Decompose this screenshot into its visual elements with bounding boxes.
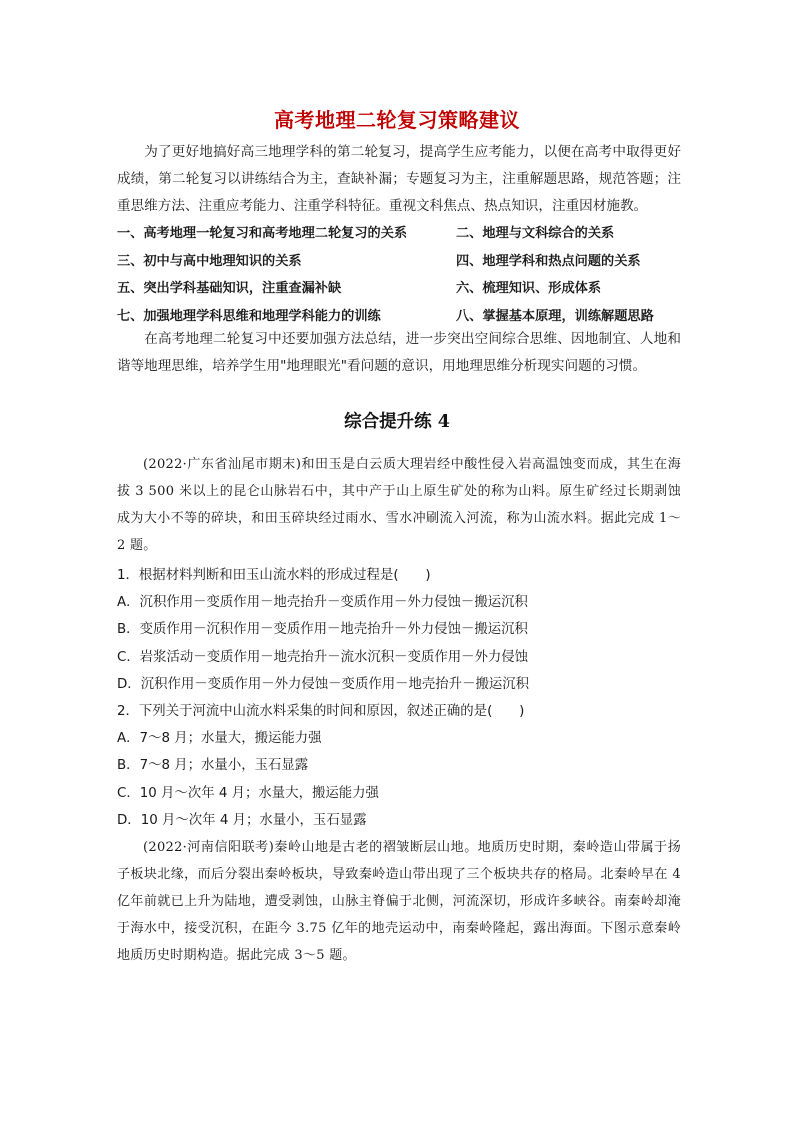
strategy-item: 三、初中与高中地理知识的关系	[117, 253, 302, 269]
question-option: B．7～8 月；水量小，玉石显露	[117, 758, 309, 774]
question-stem-1: 1．根据材料判断和田玉山流水料的形成过程是( )	[117, 568, 431, 583]
question-option: A．7～8 月；水量大，搬运能力强	[117, 731, 322, 747]
question-option: B．变质作用－沉积作用－变质作用－地壳抬升－外力侵蚀－搬运沉积	[117, 622, 528, 638]
section-title: 综合提升练 4	[344, 412, 450, 432]
strategy-row	[117, 218, 681, 246]
question-option: C．岩浆活动－变质作用－地壳抬升－流水沉积－变质作用－外力侵蚀	[117, 649, 529, 665]
question-stem-2: 2．下列关于河流中山流水料采集的时间和原因，叙述正确的是( )	[117, 703, 525, 719]
document-title: 高考地理二轮复习策略建议	[274, 108, 520, 132]
material-paragraph-1: (2022·广东省汕尾市期末)和田玉是白云质大理岩经中酸性侵入岩高温蚀变而成，其生在海拔 3 500 米以上的昆仑山脉岩石中，其中产于山上原生矿处的称为山料。原生矿经过长期剥蚀成为大小不等的碎块，和田玉碎块经过雨水、雪水冲刷流入河流，称为山流水料。据此完成 1～2 题。	[117, 457, 681, 553]
material-paragraph-2: (2022·河南信阳联考)秦岭山地是古老的褶皱断层山地。地质历史时期，秦岭造山带属于扬子板块北缘，而后分裂出秦岭板块，导致秦岭造山带出现了三个板块共存的格局。北秦岭早在 4 亿年前就已上升为陆地，遭受剥蚀，山脉主脊偏于北侧，河流深切，形成许多峡谷。南秦岭却淹于海水中，接受沉积，在距今 3.75 亿年的地壳运动中，南秦岭隆起，露出海面。下图示意秦岭地质历史时期构造。据此完成 3～5 题。	[117, 840, 681, 963]
strategy-item: 二、地理与文科综合的关系	[456, 226, 615, 242]
question-option: C．10 月～次年 4 月；水量大，搬运能力强	[117, 785, 379, 801]
question-option: A．沉积作用－变质作用－地壳抬升－变质作用－外力侵蚀－搬运沉积	[117, 595, 528, 611]
question-option: D．沉积作用－变质作用－外力侵蚀－变质作用－地壳抬升－搬运沉积	[117, 676, 530, 692]
question-block	[117, 562, 681, 834]
strategy-item: 八、掌握基本原理，训练解题思路	[456, 308, 654, 324]
outro-paragraph: 在高考地理二轮复习中还要加强方法总结，进一步突出空间综合思维、因地制宜、人地和谐等地理思维，培养学生用"地理眼光"看问题的意识，用地理思维分析现实问题的习惯。	[117, 331, 681, 374]
strategy-item: 七、加强地理学科思维和地理学科能力的训练	[117, 308, 381, 324]
strategy-row	[117, 246, 681, 274]
strategy-item: 五、突出学科基础知识，注重查漏补缺	[117, 281, 342, 297]
question-option: D．10 月～次年 4 月；水量小，玉石显露	[117, 812, 367, 828]
strategy-list	[117, 218, 681, 328]
intro-paragraph: 为了更好地搞好高三地理学科的第二轮复习，提高学生应考能力，以便在高考中取得更好成绩，第二轮复习以讲练结合为主，查缺补漏；专题复习为主，注重解题思路，规范答题；注重思维方法、注重应考能力、注重学科特征。重视文科焦点、热点知识，注重因材施教。	[117, 144, 681, 214]
strategy-row	[117, 273, 681, 301]
strategy-item: 一、高考地理一轮复习和高考地理二轮复习的关系	[117, 226, 408, 242]
strategy-item: 六、梳理知识、形成体系	[456, 281, 602, 297]
strategy-item: 四、地理学科和热点问题的关系	[456, 253, 641, 269]
strategy-row	[117, 301, 681, 329]
